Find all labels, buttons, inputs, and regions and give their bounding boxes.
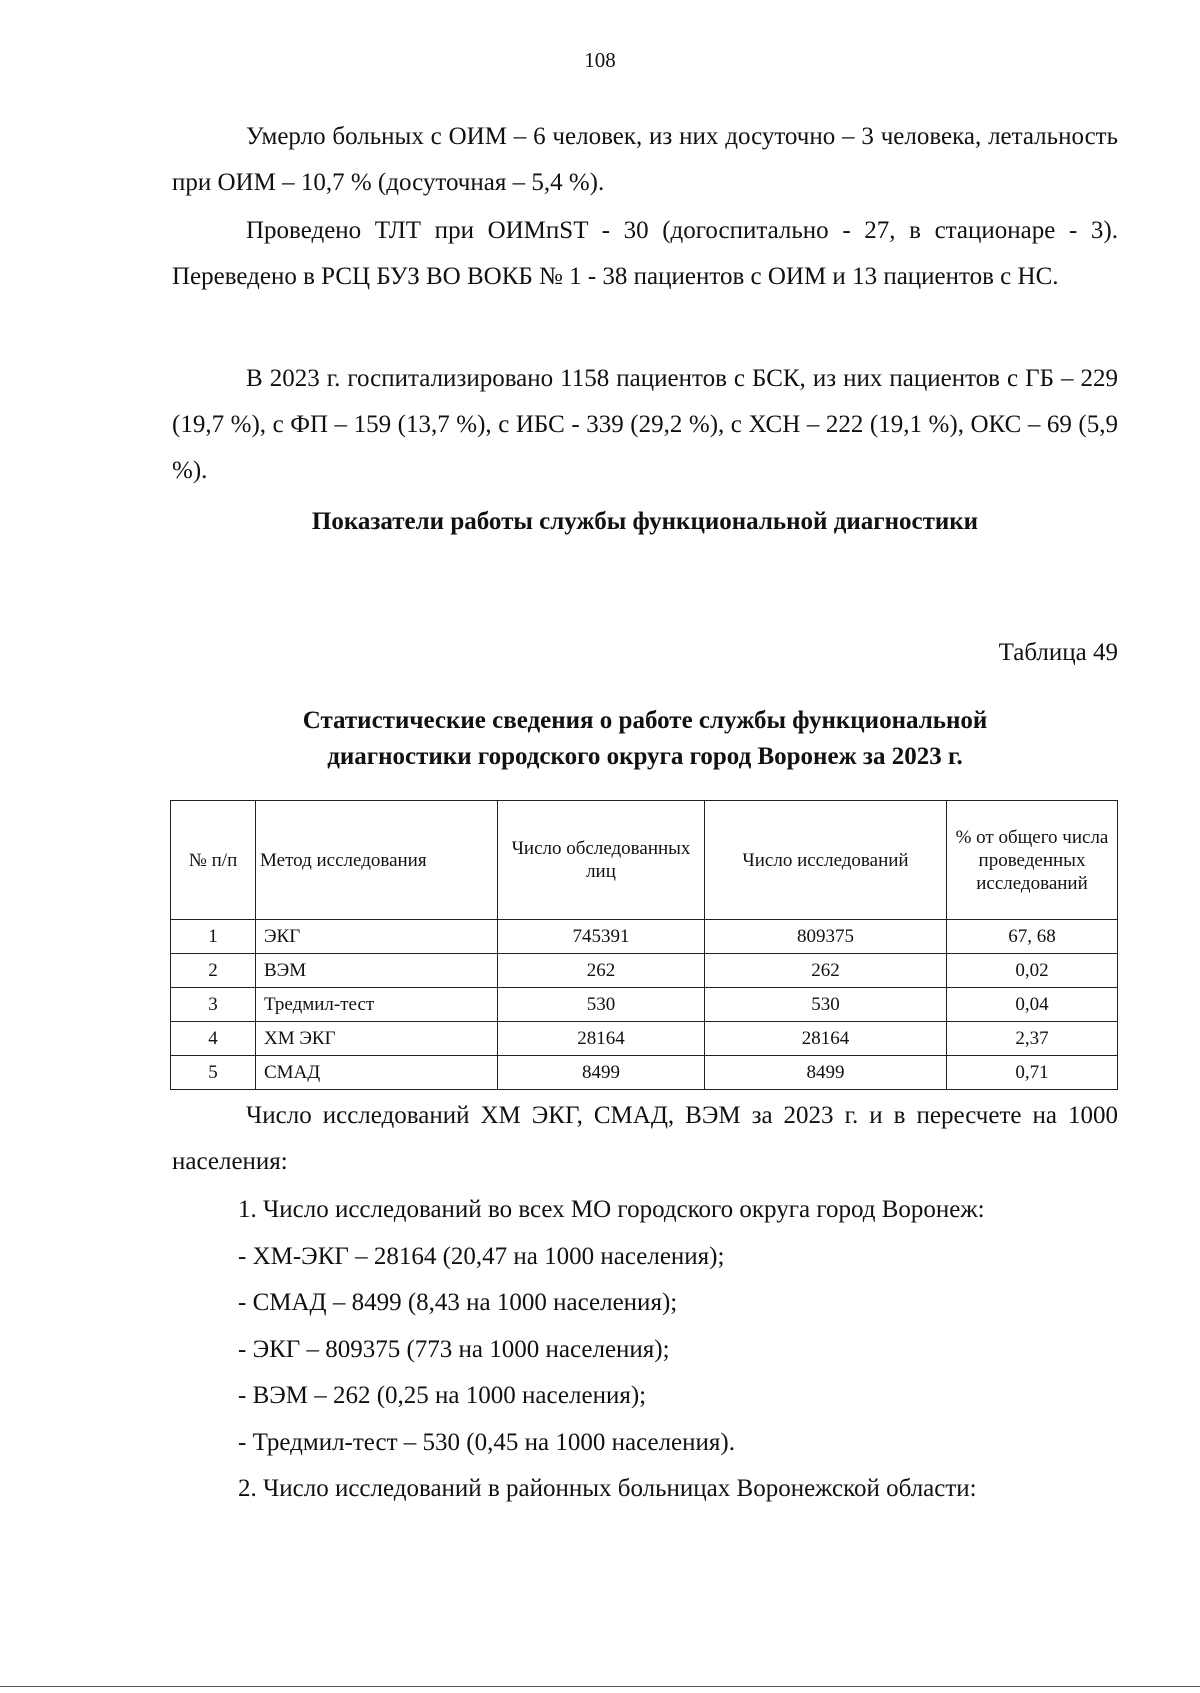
table-row xyxy=(171,988,1118,1022)
paragraph-thrombolysis: Проведено ТЛТ при ОИМпST - 30 (догоспитально - 27, в стационаре - 3). Переведено в РСЦ БУЗ ВО ВОКБ № 1 - 38 пациентов с ОИМ и 13 пациентов с НС. xyxy=(172,217,1118,290)
cell-studies: 28164 xyxy=(705,1022,947,1056)
cell-percent: 0,71 xyxy=(947,1056,1118,1090)
cell-persons: 530 xyxy=(498,988,705,1022)
header-studies: Число исследований xyxy=(705,801,947,920)
list-item: - СМАД – 8499 (8,43 на 1000 населения); xyxy=(238,1289,678,1316)
paragraph-mortality: Умерло больных с ОИМ – 6 человек, из них досуточно – 3 человека, летальность при ОИМ – 10,7 % (досуточная – 5,4 %). xyxy=(172,123,1118,196)
list-item: - ВЭМ – 262 (0,25 на 1000 населения); xyxy=(238,1382,647,1409)
cell-studies: 809375 xyxy=(705,920,947,954)
cell-method: ХМ ЭКГ xyxy=(256,1022,498,1056)
list-item: - Тредмил-тест – 530 (0,45 на 1000 населения). xyxy=(238,1428,735,1456)
cell-method: СМАД xyxy=(256,1056,498,1090)
list-item: - ЭКГ – 809375 (773 на 1000 населения); xyxy=(238,1335,670,1363)
table-caption-line-2: диагностики городского округа город Воронеж за 2023 г. xyxy=(327,743,963,770)
header-method: Метод исследования xyxy=(256,801,498,920)
cell-percent: 0,02 xyxy=(947,954,1118,988)
paragraph-hospitalization: В 2023 г. госпитализировано 1158 пациентов с БСК, из них пациентов с ГБ – 229 (19,7 %), с ФП – 159 (13,7 %), с ИБС - 339 (29,2 %), с ХСН – 222 (19,1 %), ОКС – 69 (5,9 %). xyxy=(172,365,1118,484)
cell-num: 1 xyxy=(171,920,256,954)
cell-num: 4 xyxy=(171,1022,256,1056)
cell-persons: 262 xyxy=(498,954,705,988)
cell-method: ЭКГ xyxy=(256,920,498,954)
paragraph-studies-intro: Число исследований ХМ ЭКГ, СМАД, ВЭМ за 2023 г. и в пересчете на 1000 населения: xyxy=(172,1102,1118,1175)
section-heading: Показатели работы службы функциональной диагностики xyxy=(311,508,979,535)
studies-list xyxy=(172,1187,1118,1513)
list-item: 2. Число исследований в районных больницах Воронежской области: xyxy=(238,1475,977,1502)
cell-percent: 67, 68 xyxy=(947,920,1118,954)
cell-percent: 0,04 xyxy=(947,988,1118,1022)
table-number: Таблица 49 xyxy=(998,639,1118,666)
header-persons: Число обследованных лиц xyxy=(498,801,705,920)
table-row xyxy=(171,920,1118,954)
cell-method: ВЭМ xyxy=(256,954,498,988)
table-caption xyxy=(172,703,1118,775)
cell-persons: 28164 xyxy=(498,1022,705,1056)
cell-num: 2 xyxy=(171,954,256,988)
table-header-row xyxy=(171,801,1118,920)
cell-num: 3 xyxy=(171,988,256,1022)
diagnostics-table xyxy=(170,800,1118,1090)
table-row xyxy=(171,1022,1118,1056)
page-number: 108 xyxy=(584,48,616,72)
cell-persons: 745391 xyxy=(498,920,705,954)
header-percent: % от общего числа проведенных исследований xyxy=(947,801,1118,920)
header-num: № п/п xyxy=(171,801,256,920)
cell-percent: 2,37 xyxy=(947,1022,1118,1056)
footer-rule xyxy=(0,1686,1200,1687)
table-caption-line-1: Статистические сведения о работе службы функциональной xyxy=(302,707,988,734)
list-item: 1. Число исследований во всех МО городского округа город Воронеж: xyxy=(238,1196,985,1223)
list-item: - ХМ-ЭКГ – 28164 (20,47 на 1000 населения); xyxy=(238,1242,725,1270)
cell-num: 5 xyxy=(171,1056,256,1090)
cell-studies: 262 xyxy=(705,954,947,988)
cell-studies: 530 xyxy=(705,988,947,1022)
table-row xyxy=(171,1056,1118,1090)
cell-method: Тредмил-тест xyxy=(256,988,498,1022)
table-row xyxy=(171,954,1118,988)
cell-studies: 8499 xyxy=(705,1056,947,1090)
cell-persons: 8499 xyxy=(498,1056,705,1090)
